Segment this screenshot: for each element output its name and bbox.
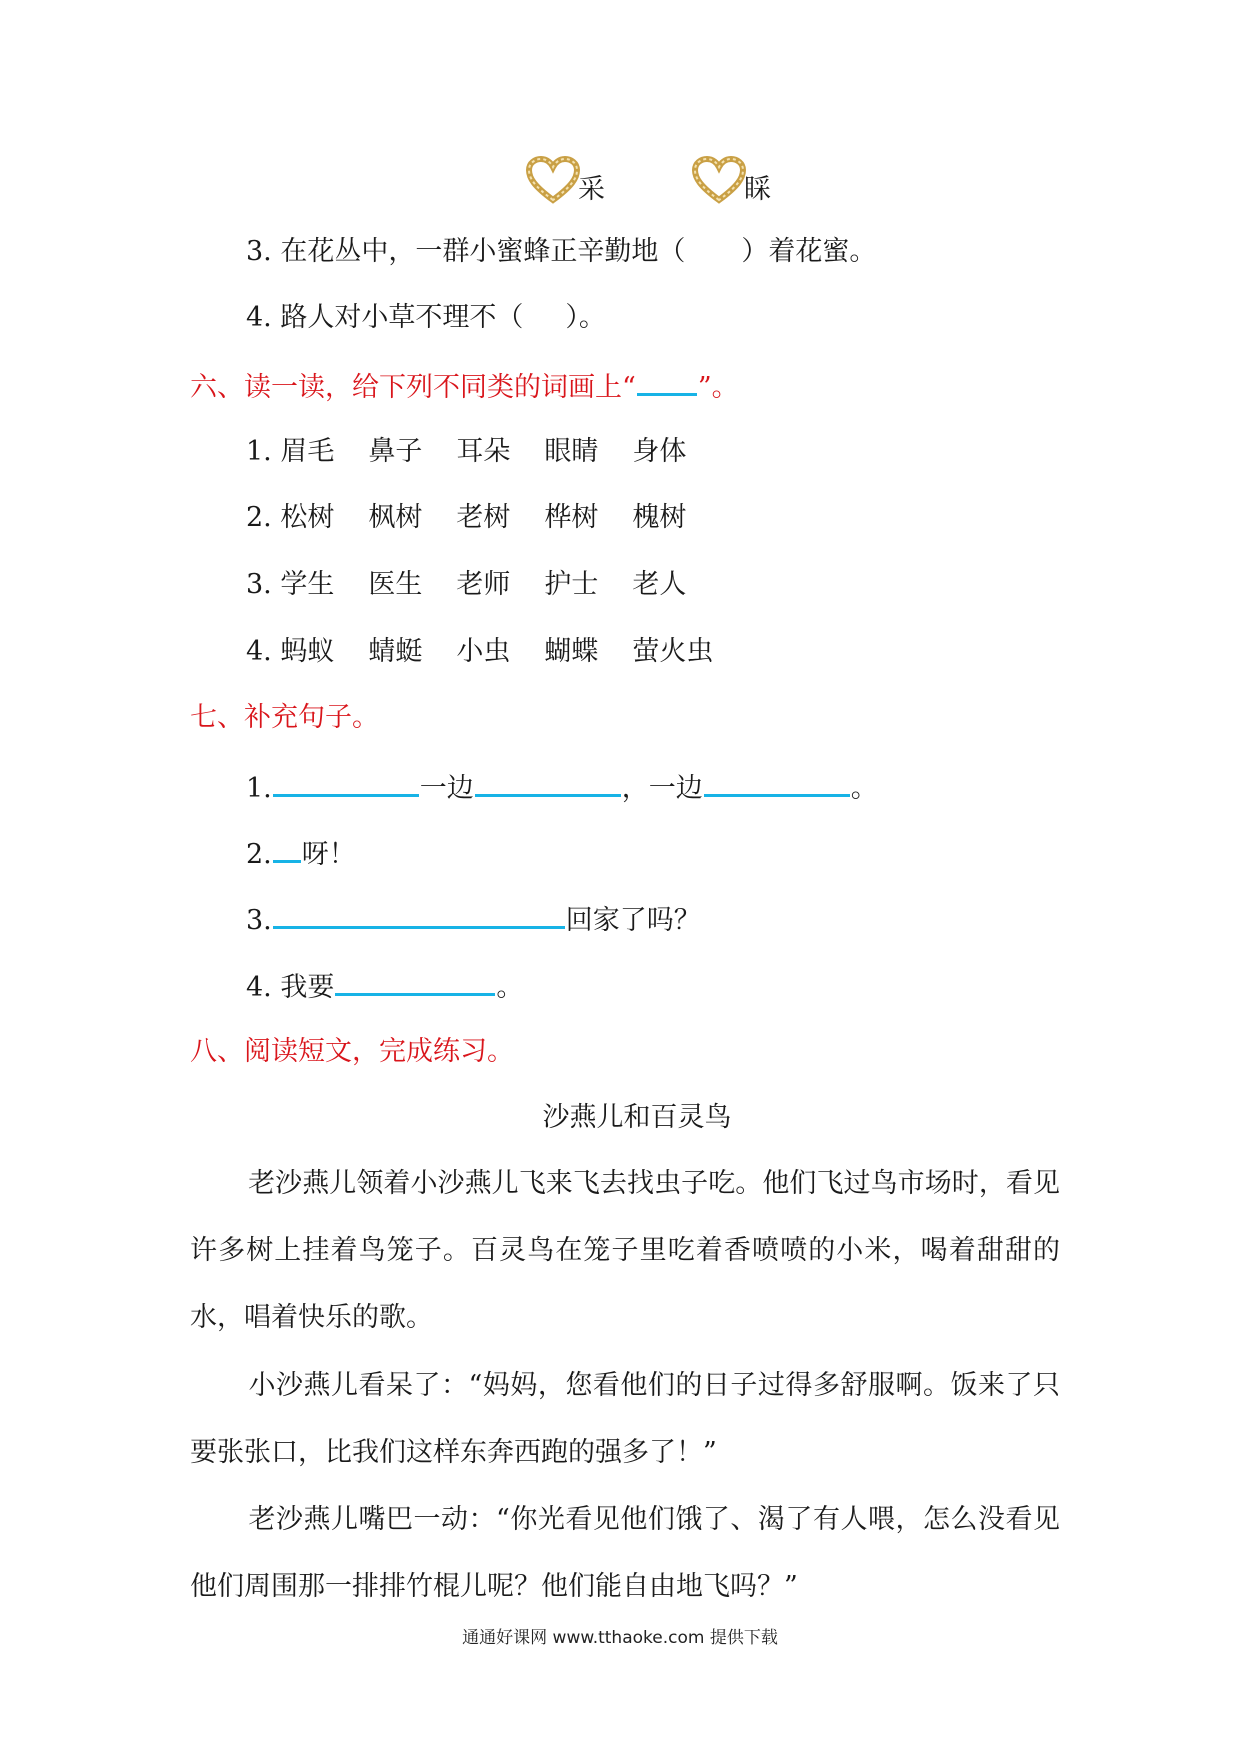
fill-blank[interactable] [704,768,850,797]
row-number: 1. [246,773,272,804]
word[interactable]: 蜻蜓 [368,636,423,667]
footer-credit: 通通好课网 www.tthaoke.com 提供下载 [462,1628,778,1648]
section-7-heading: 七、补充句子。 [190,702,379,733]
word[interactable]: 医生 [368,569,423,600]
row-number: 2. [246,502,272,533]
word[interactable]: 蚂蚁 [280,636,335,667]
heading-text: ”。 [697,372,739,403]
word[interactable]: 桦树 [544,502,599,533]
word[interactable]: 眉毛 [280,436,335,467]
paragraph-text: 小沙燕儿看呆了：“妈妈，您看他们的日子过得多舒服啊。饭来了只要张张口，比我们这样东奔西跑的强多了！” [190,1370,1060,1468]
passage-paragraph-1 [190,1150,1060,1351]
section-8-heading: 八、阅读短文，完成练习。 [190,1036,514,1067]
paragraph-text: 老沙燕儿领着小沙燕儿飞来飞去找虫子吃。他们飞过鸟市场时，看见许多树上挂着鸟笼子。百灵鸟在笼子里吃着香喷喷的小米，喝着甜甜的水，唱着快乐的歌。 [190,1168,1060,1333]
word[interactable]: 老人 [632,569,687,600]
section-6-heading [190,367,739,406]
word-row-4 [246,634,720,670]
word[interactable]: 枫树 [368,502,423,533]
fill-blank[interactable] [273,834,301,863]
word[interactable]: 老师 [456,569,511,600]
question-text: ）着花蜜。 [741,236,877,267]
sentence-text: 呀！ [301,839,356,870]
word[interactable]: 槐树 [632,502,687,533]
word[interactable]: 耳朵 [456,436,511,467]
heart-outline-icon [526,156,580,204]
heart-options [526,156,786,210]
fill-blank[interactable] [273,900,565,929]
passage-paragraph-3 [190,1486,1060,1620]
heading-text: 六、读一读，给下列不同类的词画上“ [190,372,636,403]
word-row-3 [246,567,720,603]
word[interactable]: 鼻子 [368,436,423,467]
word[interactable]: 身体 [632,436,687,467]
question-5-3 [246,234,876,270]
sentence-7-4 [246,967,523,1006]
fill-blank[interactable] [273,768,419,797]
word[interactable]: 小虫 [456,636,511,667]
sentence-text: 一边 [419,773,474,804]
word[interactable]: 松树 [280,502,335,533]
sentence-text: 回家了吗？ [565,905,701,936]
question-5-4 [246,300,606,336]
passage-title: 沙燕儿和百灵鸟 [542,1102,732,1133]
question-text: 4. 路人对小草不理不（ [246,302,524,333]
row-number: 4. [246,636,272,667]
row-number: 2. [246,839,272,870]
passage-paragraph-2 [190,1352,1060,1486]
row-number: 3. [246,569,272,600]
sentence-text: 。 [850,773,878,804]
heart-char: 睬 [744,174,771,205]
row-number: 3. [246,905,272,936]
word[interactable]: 眼睛 [544,436,599,467]
sentence-7-1 [246,768,878,807]
sentence-text: 4. 我要 [246,972,335,1003]
word-row-1 [246,434,720,470]
paragraph-text: 老沙燕儿嘴巴一动：“你光看见他们饿了、渴了有人喂，怎么没看见他们周围那一排排竹棍儿呢？他们能自由地飞吗？” [190,1504,1060,1602]
word[interactable]: 护士 [544,569,599,600]
underline-sample [637,367,697,396]
row-number: 1. [246,436,272,467]
question-text: 3. 在花丛中，一群小蜜蜂正辛勤地（ [246,236,686,267]
word-row-2 [246,500,720,536]
sentence-text: 。 [496,972,524,1003]
sentence-7-2 [246,834,356,873]
sentence-7-3 [246,900,701,939]
sentence-text: ，一边 [621,773,703,804]
heart-char: 采 [578,174,605,205]
heart-outline-icon [692,156,746,204]
fill-blank[interactable] [335,967,495,996]
word[interactable]: 老树 [456,502,511,533]
word[interactable]: 蝴蝶 [544,636,599,667]
question-text: ）。 [565,302,606,333]
fill-blank[interactable] [475,768,621,797]
word[interactable]: 萤火虫 [632,636,714,667]
word[interactable]: 学生 [280,569,335,600]
